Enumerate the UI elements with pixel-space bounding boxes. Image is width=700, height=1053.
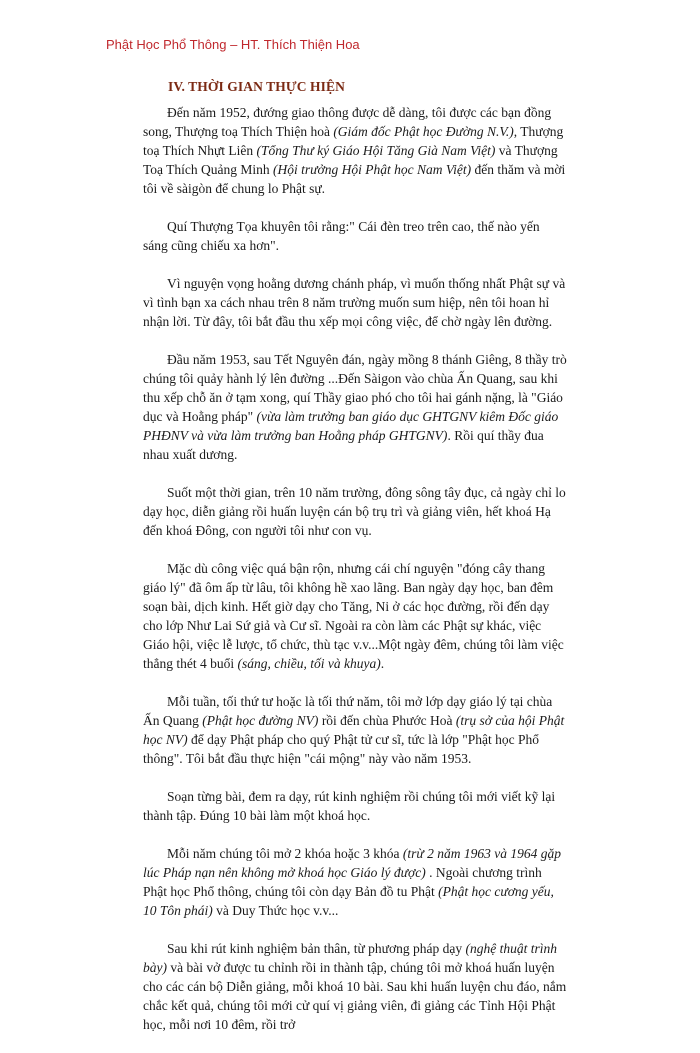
italic-note: (nghệ thuật trình bày) bbox=[143, 941, 557, 975]
text-run: rồi đến chùa Phước Hoà bbox=[318, 713, 456, 728]
paragraph bbox=[143, 483, 567, 540]
italic-note: (Hội trưởng Hội Phật học Nam Việt) bbox=[273, 162, 472, 177]
text-run: và bài vở được tu chỉnh rồi in thành tập, chúng tôi mở khoá huấn luyện cho các cán bộ Diễn giảng, mỗi khoá 10 bài. Sau khi huấn luyện chu đáo, nắm chắc kết quả, chúng tôi mới cử quí vị giảng viên, đi giảng các Tỉnh Hội Phật học, mỗi nơi 10 đêm, rồi trở bbox=[143, 960, 567, 1032]
text-run: Đến năm 1952, đướng giao thông được dễ dàng, tôi được các bạn đồng song, Thượng toạ Thích Thiện hoà bbox=[143, 105, 552, 139]
text-run: đến thăm và mời tôi về sàigòn để chung lo Phật sự. bbox=[143, 162, 566, 196]
text-run: và Thượng Toạ Thích Quảng Minh bbox=[143, 143, 558, 177]
text-run: để dạy Phật pháp cho quý Phật tử cư sĩ, tức là lớp "Phật học Phổ thông". Tôi bắt đầu thực hiện "cái mộng" này vào năm 1953. bbox=[143, 732, 540, 766]
text-run: . bbox=[380, 656, 385, 671]
text-run: và Duy Thức học v.v... bbox=[212, 903, 339, 918]
italic-note: (Phật học cương yếu, 10 Tôn phái) bbox=[143, 884, 554, 918]
paragraph bbox=[143, 350, 567, 464]
italic-note: (Phật học đường NV) bbox=[202, 713, 319, 728]
running-header: Phật Học Phổ Thông – HT. Thích Thiện Hoa bbox=[106, 37, 360, 52]
paragraph bbox=[143, 939, 567, 1034]
italic-note: (Tổng Thư ký Giáo Hội Tăng Già Nam Việt) bbox=[256, 143, 496, 158]
text-run: Đầu năm 1953, sau Tết Nguyên đán, ngày mồng 8 thánh Giêng, 8 thầy trò chúng tôi quảy hành lý lên đường ...Đến Sàigon vào chùa Ấn Quang, sau khi thu xếp chỗ ăn ở tạm xong, quí Thầy giao phó cho tôi hai gánh nặng, là "Giáo dục và Hoằng pháp" bbox=[143, 352, 567, 424]
italic-note: (trụ sở của hội Phật học NV) bbox=[143, 713, 565, 747]
text-run: Suốt một thời gian, trên 10 năm trường, đông sông tây đục, cả ngày chỉ lo dạy học, diễn giảng rồi huấn luyện cán bộ trụ trì và giảng viên, hết khoá Hạ đến khoá Đông, con người tôi như con vụ. bbox=[143, 485, 566, 538]
text-run: . Rồi quí thầy đua nhau xuất dương. bbox=[143, 428, 544, 462]
text-run: Mỗi năm chúng tôi mở 2 khóa hoặc 3 khóa bbox=[167, 846, 403, 861]
paragraph bbox=[143, 844, 567, 920]
paragraph bbox=[143, 692, 567, 768]
italic-note: (trừ 2 năm 1963 và 1964 gặp lúc Pháp nạn nên không mở khoá học Giáo lý được) bbox=[143, 846, 561, 880]
paragraph bbox=[143, 274, 567, 331]
document-body bbox=[143, 103, 567, 1053]
paragraph bbox=[143, 103, 567, 198]
section-title: IV. THỜI GIAN THỰC HIỆN bbox=[168, 79, 345, 94]
italic-note: (sáng, chiều, tối và khuya) bbox=[237, 656, 381, 671]
text-run: Sau khi rút kinh nghiệm bản thân, từ phương pháp dạy bbox=[167, 941, 466, 956]
text-run: Quí Thượng Tọa khuyên tôi rằng:" Cái đèn treo trên cao, thế nào yến sáng cũng chiếu xa hơn". bbox=[143, 219, 540, 253]
paragraph bbox=[143, 559, 567, 673]
text-run: Mặc dù công việc quá bận rộn, nhưng cái chí nguyện "đóng cây thang giáo lý" đã ôm ấp từ lâu, tôi không hề xao lãng. Ban ngày dạy học, ban đêm soạn bài, dịch kinh. Hết giờ dạy cho Tăng, Ni ở các học đường, rồi đến dạy cho lớp Như Lai Sứ giả và Cư sĩ. Ngoài ra còn làm các Phật sự khác, việc Giáo hội, việc lễ lược, tổ chức, thù tạc v.v...Một ngày đêm, chúng tôi làm việc thẳng thét 4 buổi bbox=[143, 561, 564, 671]
paragraph bbox=[143, 787, 567, 825]
text-run: Mỗi tuần, tối thứ tư hoặc là tối thứ năm, tôi mở lớp dạy giáo lý tại chùa Ấn Quang bbox=[143, 694, 553, 728]
text-run: Vì nguyện vọng hoằng dương chánh pháp, vì muốn thống nhất Phật sự và vì tình bạn xa cách nhau trên 8 năm trường muốn sum hiệp, nên tôi hoan hỉ nhận lời. Từ đây, tôi bắt đầu thu xếp mọi công việc, để chờ ngày lên đường. bbox=[143, 276, 566, 329]
italic-note: (vừa làm trưởng ban giáo dục GHTGNV kiêm Đốc giáo PHĐNV và vừa làm trưởng ban Hoằng pháp GHTGNV) bbox=[143, 409, 559, 443]
paragraph bbox=[143, 217, 567, 255]
text-run: Soạn từng bài, đem ra dạy, rút kinh nghiệm rồi chúng tôi mới viết kỹ lại thành tập. Đúng 10 bài làm một khoá học. bbox=[143, 789, 556, 823]
text-run: . Ngoài chương trình Phật học Phổ thông, chúng tôi còn dạy Bản đồ tu Phật bbox=[143, 865, 542, 899]
text-run: , Thượng toạ Thích Nhựt Liên bbox=[143, 124, 564, 158]
italic-note: (Giám đốc Phật học Đường N.V.) bbox=[333, 124, 514, 139]
